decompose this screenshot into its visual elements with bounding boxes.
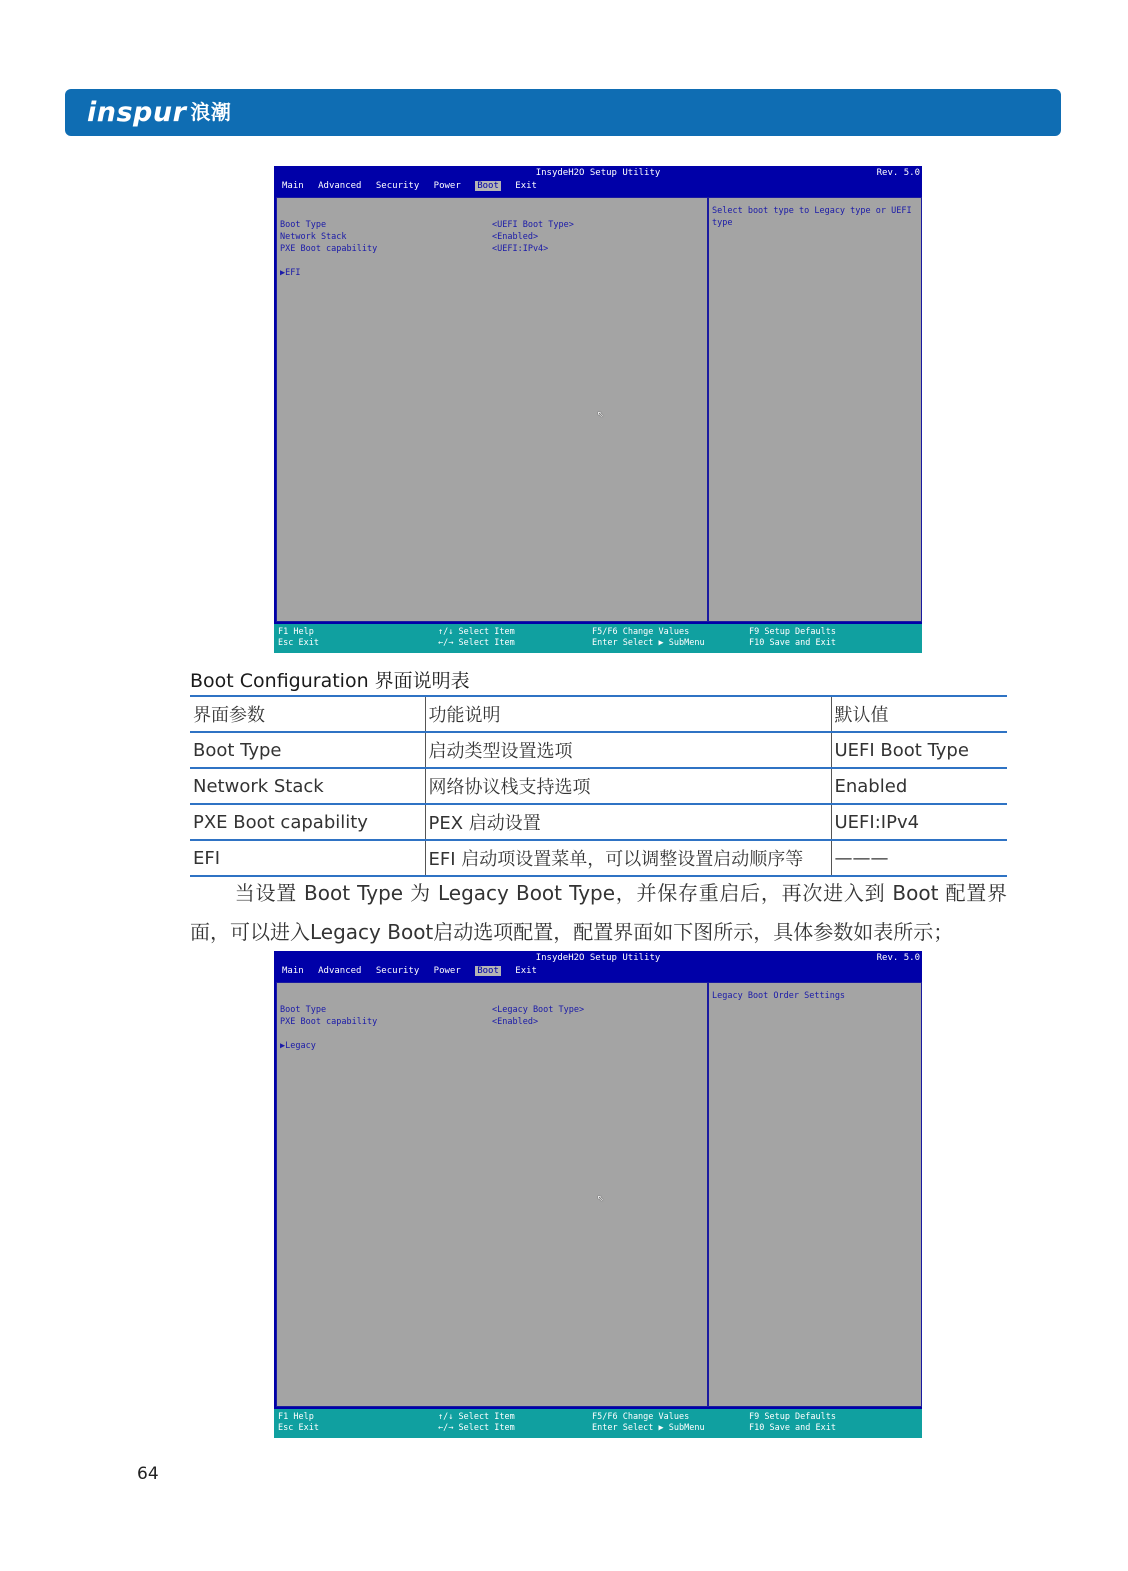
bios-title-bar [274, 951, 922, 965]
bios-rev: Rev. 5.0 [876, 953, 920, 963]
table-cell: EFI [190, 840, 425, 876]
bios-menu-bar [274, 965, 922, 978]
menu-main[interactable]: Main [282, 966, 304, 976]
body-paragraph: 当设置 Boot Type 为 Legacy Boot Type，并保存重启后，再次进入到 Boot 配置界面，可以进入Legacy Boot启动选项配置，配置界面如下图所示，具体参数如表所示； [190, 881, 1007, 944]
key-f9: F9 Setup Defaults [749, 1412, 836, 1422]
key-f9: F9 Setup Defaults [749, 627, 836, 637]
setting-value-network-stack[interactable]: <Enabled> [492, 232, 539, 242]
menu-security[interactable]: Security [375, 966, 420, 976]
table-cell: PXE Boot capability [190, 804, 425, 840]
bios-title: InsydeH2O Setup Utility [535, 168, 661, 178]
setting-label-network-stack[interactable]: Network Stack [280, 232, 347, 242]
bios-key-footer [274, 1409, 922, 1438]
table-cell: Enabled [831, 768, 1007, 804]
menu-advanced[interactable]: Advanced [318, 966, 362, 976]
bios-screenshot-uefi [274, 166, 922, 653]
key-f5f6: F5/F6 Change Values [592, 627, 690, 637]
bios-help-panel [708, 197, 922, 622]
table-cell: ——— [831, 840, 1007, 876]
setting-value-boot-type[interactable]: <Legacy Boot Type> [492, 1005, 585, 1015]
table-header-row [190, 696, 1007, 732]
table-header-cell: 界面参数 [190, 696, 425, 732]
setting-value-pxe[interactable]: <UEFI:IPv4> [492, 244, 549, 254]
key-f10: F10 Save and Exit [749, 638, 836, 648]
menu-exit[interactable]: Exit [515, 181, 537, 191]
bios-title-bar [274, 166, 922, 180]
key-f10: F10 Save and Exit [749, 1423, 836, 1433]
bios-settings-panel [276, 982, 708, 1407]
header-banner [65, 89, 1061, 136]
key-select-item-vertical: ↑/↓ Select Item [438, 1412, 515, 1422]
bios-help-panel [708, 982, 922, 1407]
setting-value-pxe[interactable]: <Enabled> [492, 1017, 539, 1027]
menu-boot[interactable]: Boot [477, 181, 499, 191]
key-f1: F1 Help [278, 1412, 314, 1422]
bios-key-footer [274, 624, 922, 653]
key-select-item-vertical: ↑/↓ Select Item [438, 627, 515, 637]
menu-power[interactable]: Power [433, 966, 461, 976]
table-row [190, 732, 1007, 768]
mouse-cursor-icon: ⇖ [597, 1190, 605, 1204]
mouse-cursor-icon: ⇖ [597, 406, 605, 420]
key-f1: F1 Help [278, 627, 314, 637]
key-enter: Enter Select ▶ SubMenu [592, 638, 705, 648]
menu-main[interactable]: Main [282, 181, 304, 191]
bios-rev: Rev. 5.0 [876, 168, 920, 178]
table-cell: 网络协议栈支持选项 [425, 768, 831, 804]
table-row [190, 840, 1007, 876]
table-cell: Network Stack [190, 768, 425, 804]
menu-boot[interactable]: Boot [477, 966, 499, 976]
bios-menu-bar [274, 180, 922, 193]
page-number: 64 [137, 1464, 159, 1484]
help-text: Select boot type to Legacy type or UEFI type [712, 206, 912, 228]
bios-title: InsydeH2O Setup Utility [535, 953, 661, 963]
menu-exit[interactable]: Exit [515, 966, 537, 976]
submenu-efi[interactable]: ▶EFI [280, 268, 301, 278]
table-cell: UEFI:IPv4 [831, 804, 1007, 840]
setting-label-boot-type[interactable]: Boot Type [280, 1005, 327, 1015]
inspur-logo: inspur 浪潮 [87, 97, 232, 128]
submenu-legacy[interactable]: ▶Legacy [280, 1041, 316, 1051]
key-select-item-horizontal: ←/→ Select Item [438, 638, 515, 648]
table-row [190, 804, 1007, 840]
menu-power[interactable]: Power [433, 181, 461, 191]
table-cell: 启动类型设置选项 [425, 732, 831, 768]
setting-label-pxe[interactable]: PXE Boot capability [280, 1017, 378, 1027]
table-caption: Boot Configuration 界面说明表 [190, 670, 470, 692]
setting-value-boot-type[interactable]: <UEFI Boot Type> [492, 220, 574, 230]
table-header-cell: 默认值 [831, 696, 1007, 732]
table-cell: Boot Type [190, 732, 425, 768]
setting-label-boot-type[interactable]: Boot Type [280, 220, 327, 230]
menu-security[interactable]: Security [375, 181, 420, 191]
key-esc: Esc Exit [278, 1423, 319, 1433]
key-esc: Esc Exit [278, 638, 319, 648]
key-f5f6: F5/F6 Change Values [592, 1412, 690, 1422]
menu-advanced[interactable]: Advanced [318, 181, 362, 191]
table-cell: UEFI Boot Type [831, 732, 1007, 768]
setting-label-pxe[interactable]: PXE Boot capability [280, 244, 378, 254]
bios-screenshot-legacy [274, 951, 922, 1438]
table-row [190, 768, 1007, 804]
table-cell: PEX 启动设置 [425, 804, 831, 840]
key-select-item-horizontal: ←/→ Select Item [438, 1423, 515, 1433]
table-cell: EFI 启动项设置菜单，可以调整设置启动顺序等 [425, 840, 831, 876]
bios-settings-panel [276, 197, 708, 622]
table-header-cell: 功能说明 [425, 696, 831, 732]
key-enter: Enter Select ▶ SubMenu [592, 1423, 705, 1433]
help-text: Legacy Boot Order Settings [712, 991, 846, 1001]
boot-config-table [190, 695, 1007, 877]
